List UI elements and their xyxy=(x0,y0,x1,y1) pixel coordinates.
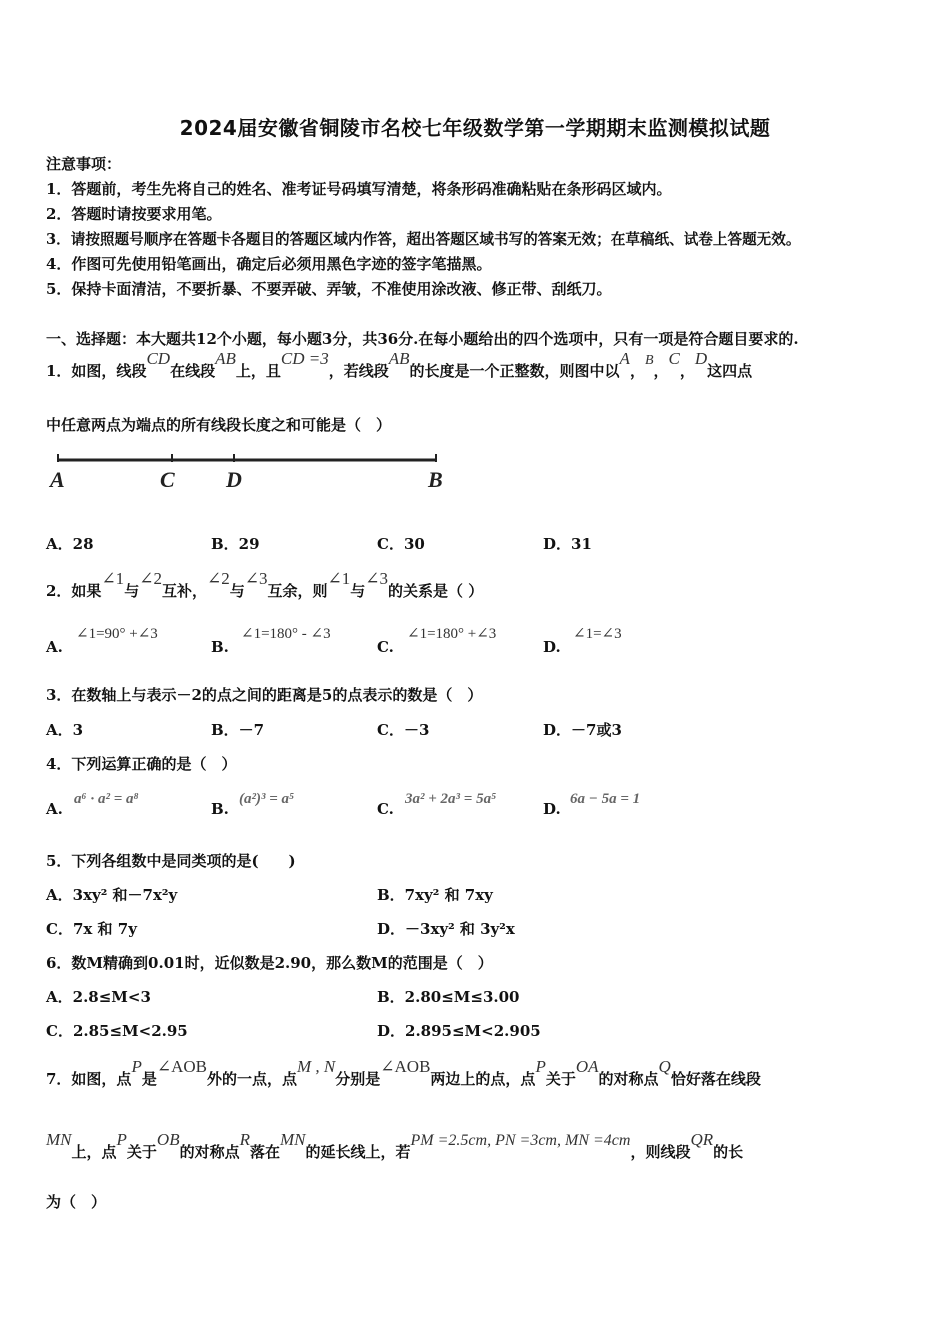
q3-option-c[interactable]: C．－3 xyxy=(377,721,430,739)
q2-option-d[interactable]: D. xyxy=(543,638,561,656)
q1-option-c[interactable]: C．30 xyxy=(377,535,425,553)
question-1-stem-line2: 中任意两点为端点的所有线段长度之和可能是（ ） xyxy=(46,416,392,434)
q2-option-b[interactable]: B. xyxy=(211,638,229,656)
q5-option-a[interactable]: A．3xy² 和－7x²y xyxy=(46,886,178,904)
q6-option-a[interactable]: A．2.8≤M<3 xyxy=(46,988,151,1006)
q4-option-c-math: 3a² + 2a³ = 5a⁵ xyxy=(405,791,497,807)
q4-option-d-math: 6a − 5a = 1 xyxy=(570,791,641,807)
q4-option-c[interactable]: C. xyxy=(377,800,394,818)
q5-option-d[interactable]: D．－3xy² 和 3y²x xyxy=(377,920,515,938)
point-label-c: C xyxy=(160,467,175,492)
page-title: 2024届安徽省铜陵市名校七年级数学第一学期期末监测模拟试题 xyxy=(179,116,771,140)
q3-option-a[interactable]: A．3 xyxy=(46,721,84,739)
question-4-stem: 4．下列运算正确的是（ ） xyxy=(46,755,237,773)
q6-option-d[interactable]: D．2.895≤M<2.905 xyxy=(377,1022,541,1040)
question-3-stem: 3．在数轴上与表示－2的点之间的距离是5的点表示的数是（ ） xyxy=(46,686,483,704)
q1-option-b[interactable]: B．29 xyxy=(211,535,260,553)
q6-option-b[interactable]: B．2.80≤M≤3.00 xyxy=(377,988,520,1006)
notice-item: 5．保持卡面清洁，不要折暴、不要弄破、弄皱，不准使用涂改液、修正带、刮纸刀。 xyxy=(46,280,612,298)
q4-option-b[interactable]: B. xyxy=(211,800,229,818)
notice-item: 4．作图可先使用铅笔画出，确定后必须用黑色字迹的签字笔描黑。 xyxy=(46,255,492,273)
q3-option-b[interactable]: B．－7 xyxy=(211,721,265,739)
notice-item: 3．请按照题号顺序在答题卡各题目的答题区域内作答，超出答题区域书写的答案无效；在草稿纸、试卷上答题无效。 xyxy=(46,231,801,248)
q2-option-d-math: ∠1=∠3 xyxy=(573,626,622,642)
point-label-a: A xyxy=(50,467,65,492)
point-label-d: D xyxy=(226,467,242,492)
notice-item: 1．答题前，考生先将自己的姓名、准考证号码填写清楚，将条形码准确粘贴在条形码区域内。 xyxy=(46,180,672,198)
question-7-stem-line2: MN上，点P关于OB的对称点R落在MN的延长线上，若PM =2.5cm, PN =3cm, MN =4cm，则线段QR的长 xyxy=(46,1130,744,1161)
section-heading: 一、选择题：本大题共12个小题，每小题3分，共36分.在每小题给出的四个选项中，只有一项是符合题目要求的. xyxy=(46,330,799,348)
q5-option-c[interactable]: C．7x 和 7y xyxy=(46,920,137,938)
question-7-stem: 7．如图，点P是∠AOB外的一点，点M , N分别是∠AOB两边上的点，点P关于OA的对称点Q恰好落在线段 xyxy=(46,1057,761,1088)
q2-option-a[interactable]: A. xyxy=(46,638,63,656)
question-6-stem: 6．数M精确到0.01时，近似数是2.90，那么数M的范围是（ ） xyxy=(46,954,493,972)
q3-option-d[interactable]: D．－7或3 xyxy=(543,721,622,739)
q6-option-c[interactable]: C．2.85≤M<2.95 xyxy=(46,1022,188,1040)
question-2-stem: 2．如果∠1与∠2互补，∠2与∠3互余，则∠1与∠3的关系是（ ） xyxy=(46,569,484,600)
q4-option-a[interactable]: A. xyxy=(46,800,63,818)
q2-option-c-math: ∠1=180° +∠3 xyxy=(407,626,497,642)
segment-diagram xyxy=(44,448,456,496)
q1-option-d[interactable]: D．31 xyxy=(543,535,592,553)
point-label-b: B xyxy=(428,467,443,492)
notice-item: 2．答题时请按要求用笔。 xyxy=(46,205,222,223)
question-1-stem: 1．如图，线段CD在线段AB上，且CD =3，若线段AB的长度是一个正整数，则图中以A，B，C，D这四点 xyxy=(46,349,753,380)
q2-option-b-math: ∠1=180° - ∠3 xyxy=(241,626,331,642)
q2-option-c[interactable]: C. xyxy=(377,638,394,656)
q4-option-b-math: (a²)³ = a⁵ xyxy=(239,791,295,807)
q4-option-a-math: a⁶ · a² = a⁸ xyxy=(74,791,139,807)
question-5-stem: 5．下列各组数中是同类项的是( ) xyxy=(46,852,296,870)
question-7-stem-line3: 为（ ） xyxy=(46,1193,107,1211)
q1-option-a[interactable]: A．28 xyxy=(46,535,94,553)
q2-option-a-math: ∠1=90° +∠3 xyxy=(76,626,158,642)
q4-option-d[interactable]: D. xyxy=(543,800,561,818)
q5-option-b[interactable]: B．7xy² 和 7xy xyxy=(377,886,493,904)
segment-figure xyxy=(44,448,456,496)
notice-heading: 注意事项： xyxy=(46,155,122,173)
